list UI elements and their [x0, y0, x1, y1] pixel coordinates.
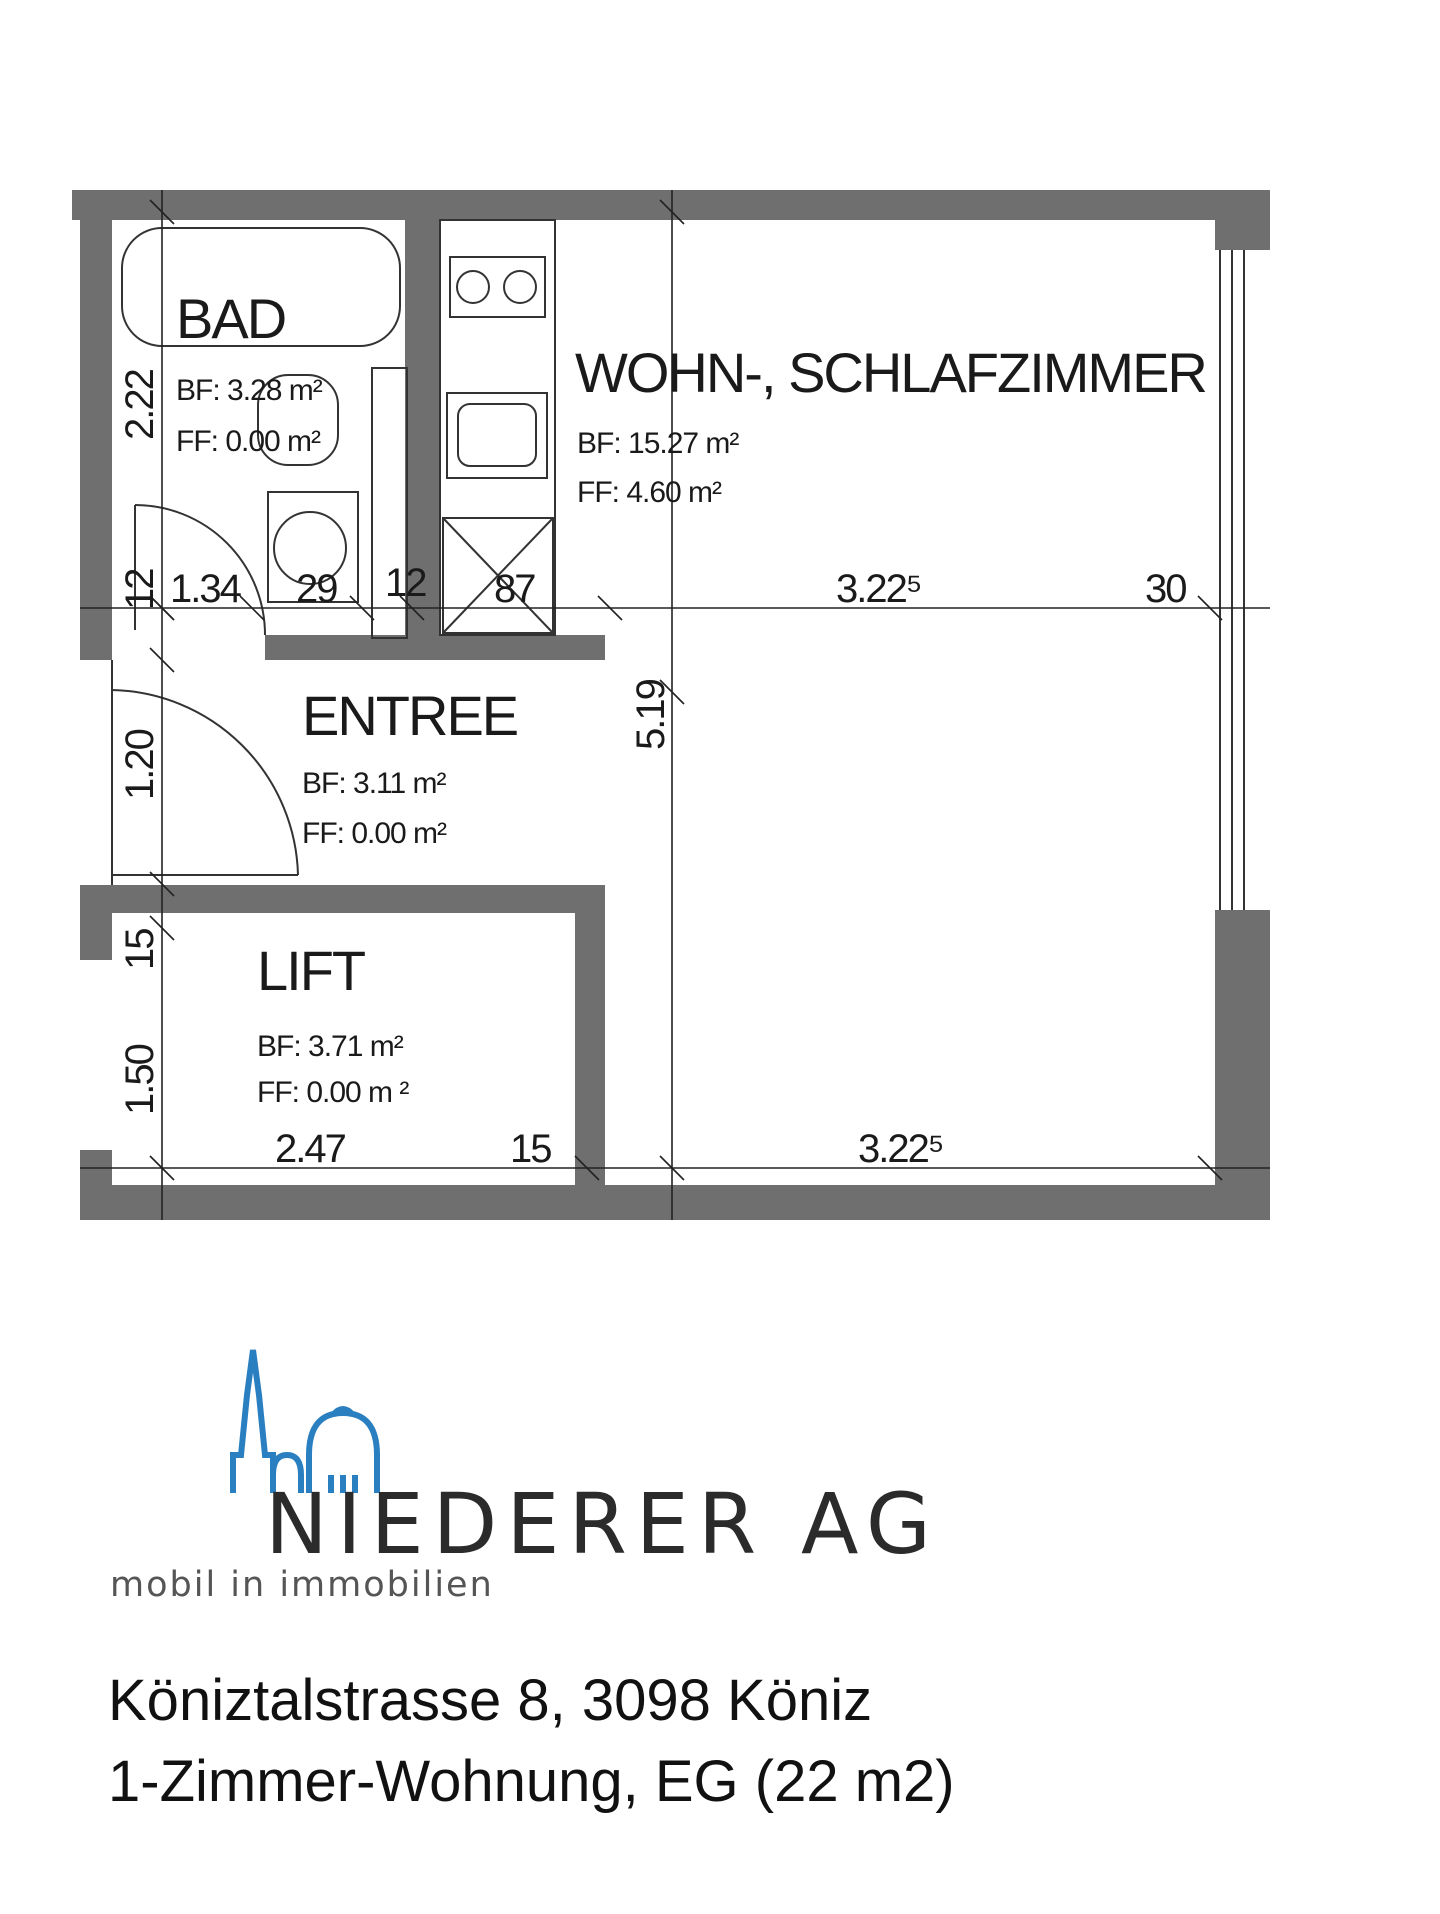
dim-30: 30 [1145, 567, 1186, 611]
room-bf-wohn: BF: 15.27 m² [577, 427, 739, 460]
dim-1-50: 1.50 [118, 1045, 162, 1115]
dim-12: 12 [385, 561, 426, 605]
room-bf-lift: BF: 3.71 m² [257, 1030, 403, 1063]
dim-1-34: 1.34 [170, 567, 240, 611]
window [1220, 250, 1244, 910]
church-and-dome-icon [225, 1335, 385, 1495]
dim-29: 29 [296, 567, 337, 611]
room-ff-bad: FF: 0.00 m² [176, 425, 321, 458]
room-name-entree: ENTREE [302, 684, 518, 747]
address-line: Köniztalstrasse 8, 3098 Köniz [108, 1668, 873, 1733]
brand-tagline: mobil in immobilien [110, 1565, 494, 1605]
dim-5-19: 5.19 [629, 680, 673, 750]
room-ff-entree: FF: 0.00 m² [302, 817, 447, 850]
dim-3-22-bottom: 3.22⁵ [858, 1127, 943, 1171]
room-name-wohn: WOHN-, SCHLAFZIMMER [575, 341, 1206, 404]
dim-15: 15 [510, 1127, 551, 1171]
room-bf-bad: BF: 3.28 m² [176, 374, 322, 407]
dim-2-47: 2.47 [275, 1127, 345, 1171]
room-name-bad: BAD [176, 287, 286, 350]
brand-name: NIEDERER AG [265, 1475, 941, 1573]
room-name-lift: LIFT [257, 939, 365, 1002]
dim-3-22-top: 3.22⁵ [836, 567, 921, 611]
room-ff-wohn: FF: 4.60 m² [577, 476, 722, 509]
dim-1-20: 1.20 [118, 730, 162, 800]
apartment-description: 1-Zimmer-Wohnung, EG (22 m2) [108, 1749, 955, 1814]
dim-2-22: 2.22 [118, 370, 162, 440]
dim-15-vertical: 15 [118, 929, 162, 970]
room-bf-entree: BF: 3.11 m² [302, 767, 446, 800]
room-ff-lift: FF: 0.00 m ² [257, 1076, 409, 1109]
dim-87: 87 [494, 567, 535, 611]
dim-12-vertical: 12 [118, 569, 162, 610]
